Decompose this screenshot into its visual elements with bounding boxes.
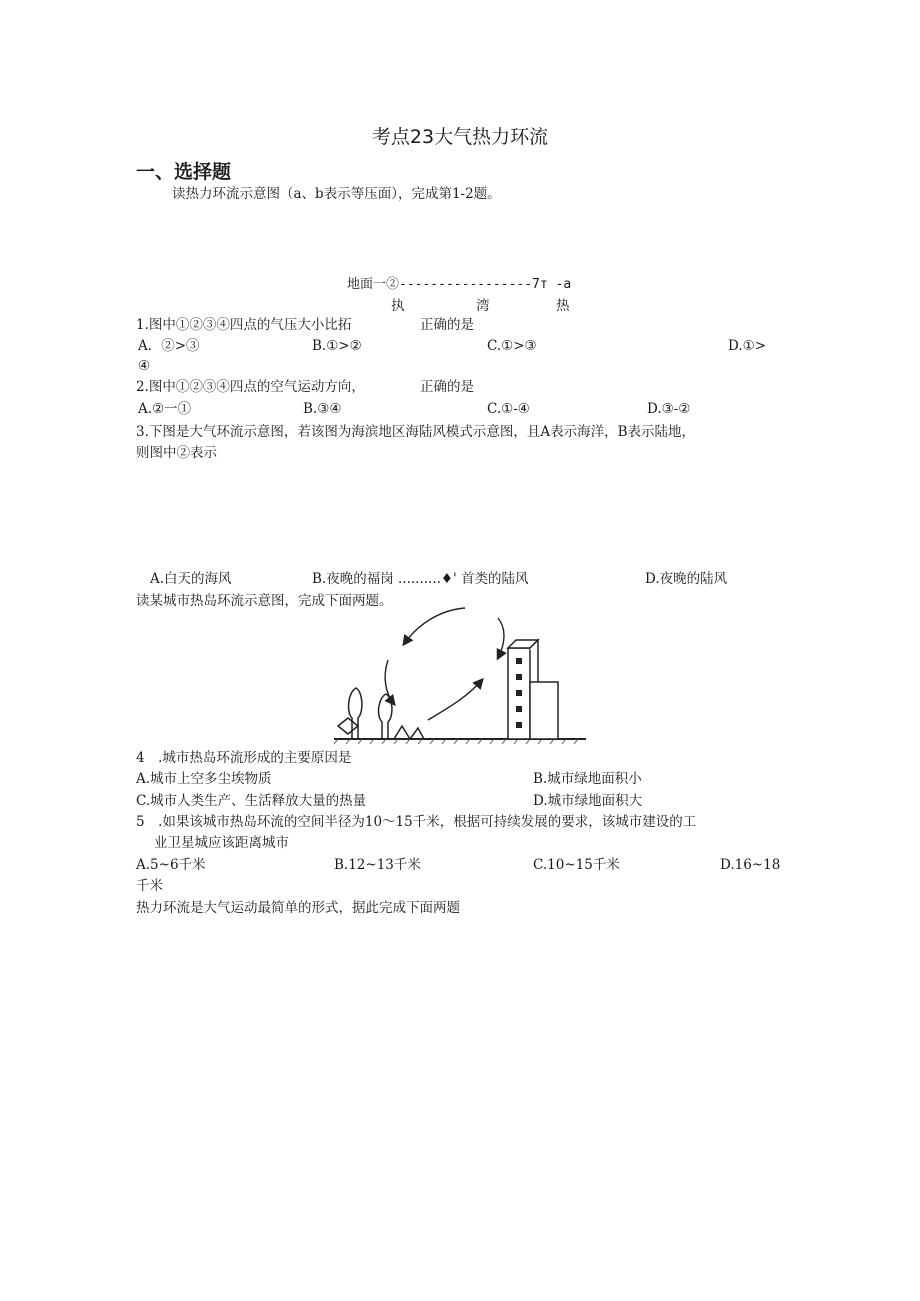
- q3-option-a: A.白天的海风: [150, 571, 232, 587]
- tree-icon: [349, 688, 392, 739]
- q5-option-b: B.12~13千米: [334, 857, 421, 873]
- q5-option-d-cont: 千米: [136, 878, 163, 894]
- q4-option-b: B.城市绿地面积小: [533, 771, 642, 787]
- q2-option-d: D.③-②: [647, 401, 691, 417]
- q2-option-c: C.①-④: [487, 401, 530, 417]
- page-title: 考点23大气热力环流: [371, 126, 549, 148]
- rising-flow-arrow: [498, 618, 504, 658]
- q3-stem-line1: 3.下图是大气环流示意图，若该图为海滨地区海陆风模式示意图，且A表示海洋，B表示陆地，: [136, 424, 696, 440]
- figure1-label-2: 湾: [476, 298, 490, 314]
- q5-stem-line2: 业卫星城应该距离城市: [154, 835, 289, 851]
- intro-text: 读热力环流示意图（a、b表示等压面），完成第1-2题。: [172, 186, 501, 202]
- q2-option-b: B.③④: [303, 401, 342, 417]
- q1-stem-tail: 正确的是: [420, 317, 474, 333]
- figure1-ground-line: 地面一②-----------------7т -a: [347, 277, 572, 292]
- q5-option-d: D.16~18: [720, 857, 781, 873]
- intro2-text: 读某城市热岛环流示意图，完成下面两题。: [136, 593, 393, 609]
- surface-flow-arrow: [428, 680, 482, 720]
- low-building: [530, 682, 558, 739]
- closing-text: 热力环流是大气运动最简单的形式，据此完成下面两题: [136, 900, 460, 916]
- heat-island-figure: [330, 600, 590, 750]
- q2-stem: 2.图中①②③④四点的空气运动方向，: [136, 379, 365, 395]
- q3-option-d: D.夜晚的陆风: [645, 571, 728, 587]
- q1-option-c: C.①>③: [487, 338, 537, 354]
- q3-stem-line2: 则图中②表示: [136, 445, 217, 461]
- q4-option-d: D.城市绿地面积大: [533, 793, 643, 809]
- q1-option-a: A．②>③: [138, 338, 200, 354]
- q2-stem-tail: 正确的是: [420, 379, 474, 395]
- q1-option-b: B.①>②: [312, 338, 362, 354]
- q5-option-c: C.10~15千米: [533, 857, 620, 873]
- q1-option-d-cont: ④: [138, 358, 151, 374]
- figure1-label-1: 执: [391, 298, 405, 314]
- q1-option-d: D.①>: [728, 338, 767, 354]
- q4-option-a: A.城市上空多尘埃物质: [136, 771, 272, 787]
- q2-option-a: A.②一①: [138, 401, 192, 417]
- q5-stem-line1: 5 .如果该城市热岛环流的空间半径为10～15千米，根据可持续发展的要求，该城市建设的工: [136, 814, 697, 830]
- q4-stem: 4 .城市热岛环流形成的主要原因是: [136, 750, 352, 766]
- q1-stem: 1.图中①②③④四点的气压大小比拓: [136, 317, 352, 333]
- figure1-label-3: 热: [556, 298, 570, 314]
- section-heading: 一、选择题: [136, 161, 232, 183]
- upper-flow-arrow: [404, 608, 465, 644]
- q4-option-c: C.城市人类生产、生活释放大量的热量: [136, 793, 367, 809]
- q3-option-b: B.夜晚的福岗 ..........♦' 首类的陆风: [312, 571, 529, 587]
- q5-option-a: A.5~6千米: [136, 857, 206, 873]
